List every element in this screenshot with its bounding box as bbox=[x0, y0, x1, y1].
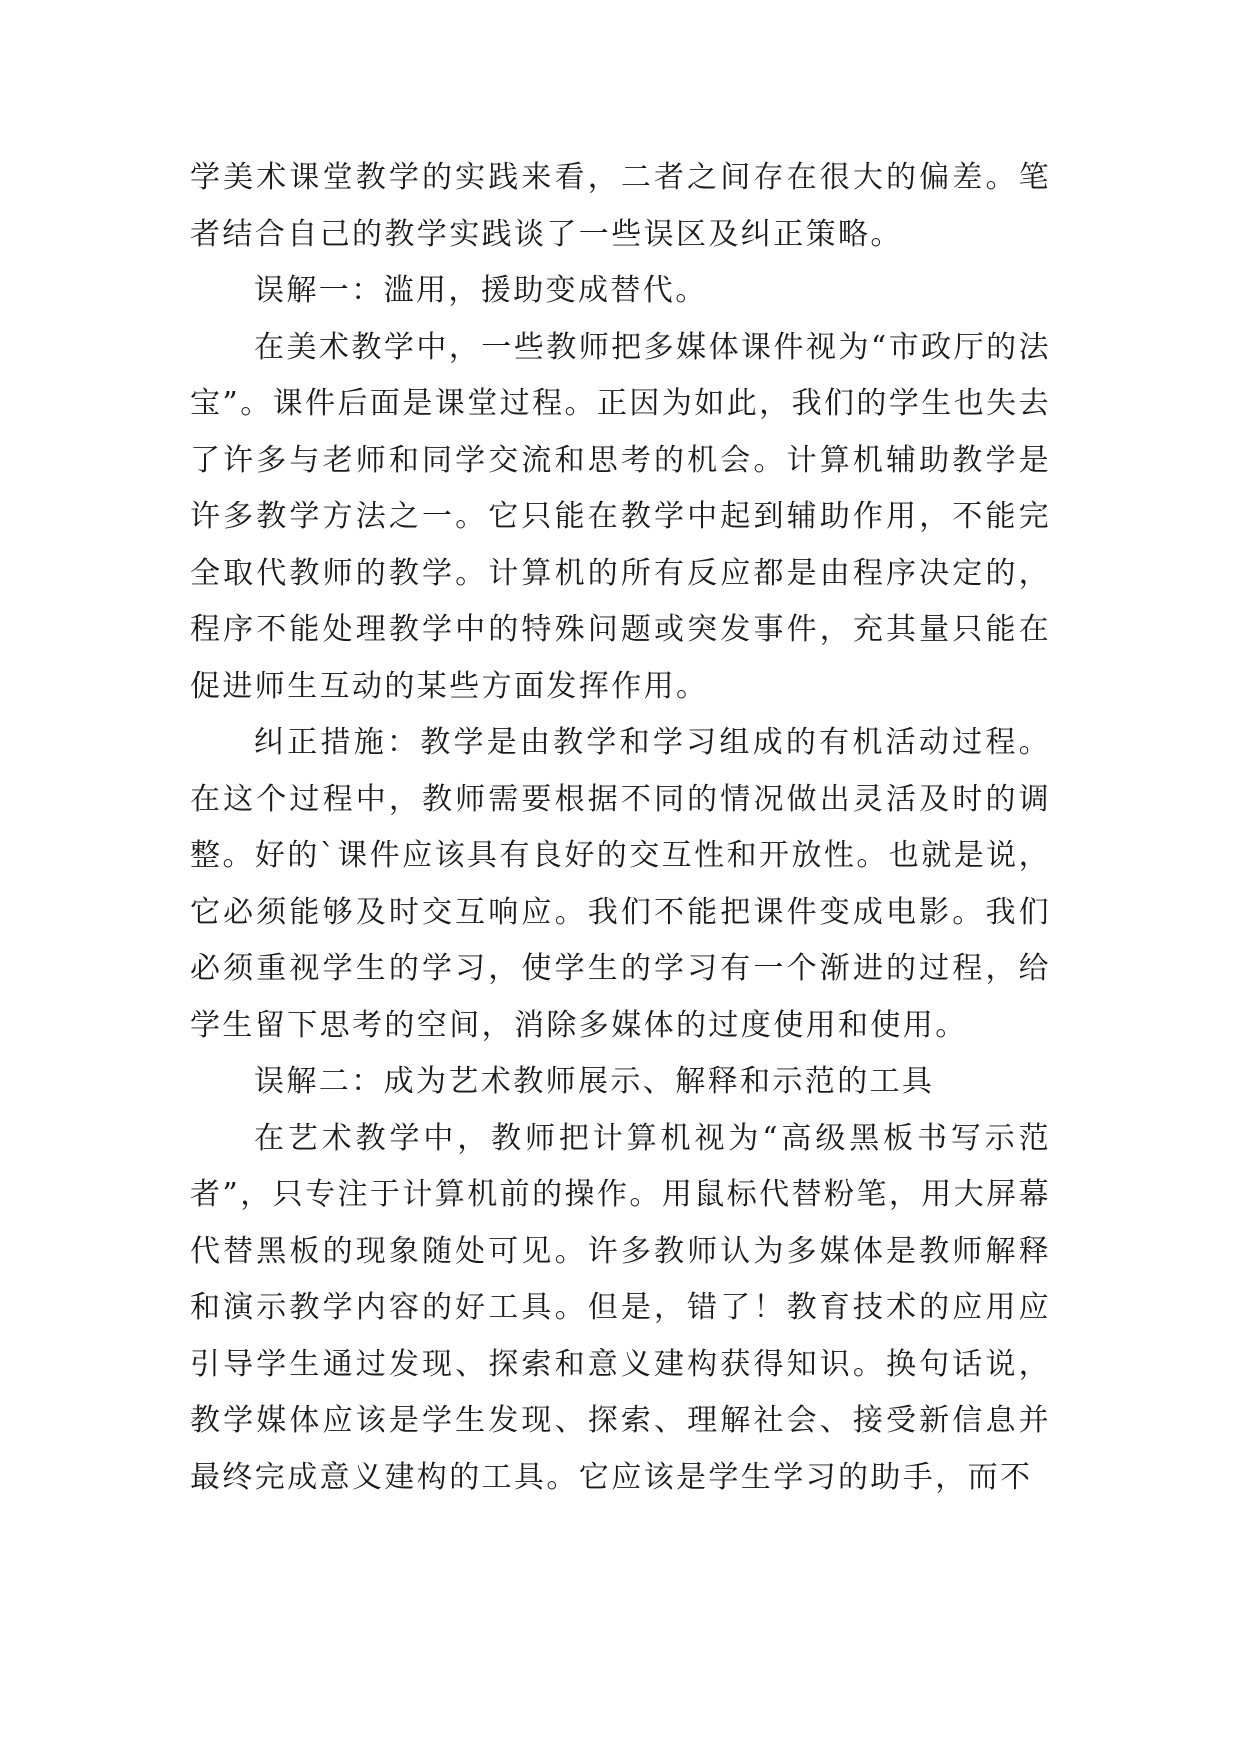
body-paragraph: 学美术课堂教学的实践来看，二者之间存在很大的偏差。笔者结合自己的教学实践谈了一些误区及纠正策略。 bbox=[190, 160, 1051, 252]
body-paragraph: 在艺术教学中，教师把计算机视为“高级黑板书写示范者”，只专注于计算机前的操作。用鼠标代替粉笔，用大屏幕代替黑板的现象随处可见。许多教师认为多媒体是教师解释和演示教学内容的好工具。但是，错了！教育技术的应用应引导学生通过发现、探索和意义建构获得知识。换句话说，教学媒体应该是学生发现、探索、理解社会、接受新信息并最终完成意义建构的工具。它应该是学生学习的助手，而不 bbox=[190, 1120, 1051, 1495]
correction-paragraph: 纠正措施：教学是由教学和学习组成的有机活动过程。在这个过程中，教师需要根据不同的情况做出灵活及时的调整。好的`课件应该具有良好的交互性和开放性。也就是说，它必须能够及时交互响应。我们不能把课件变成电影。我们必须重视学生的学习，使学生的学习有一个渐进的过程，给学生留下思考的空间，消除多媒体的过度使用和使用。 bbox=[190, 725, 1051, 1043]
body-paragraph: 在美术教学中，一些教师把多媒体课件视为“市政厅的法宝”。课件后面是课堂过程。正因为如此，我们的学生也失去了许多与老师和同学交流和思考的机会。计算机辅助教学是许多教学方法之一。它只能在教学中起到辅助作用，不能完全取代教师的教学。计算机的所有反应都是由程序决定的，程序不能处理教学中的特殊问题或突发事件，充其量只能在促进师生互动的某些方面发挥作用。 bbox=[190, 329, 1051, 704]
misconception-heading: 误解二：成为艺术教师展示、解释和示范的工具 bbox=[254, 1064, 935, 1099]
misconception-heading: 误解一：滥用，援助变成替代。 bbox=[254, 273, 708, 308]
